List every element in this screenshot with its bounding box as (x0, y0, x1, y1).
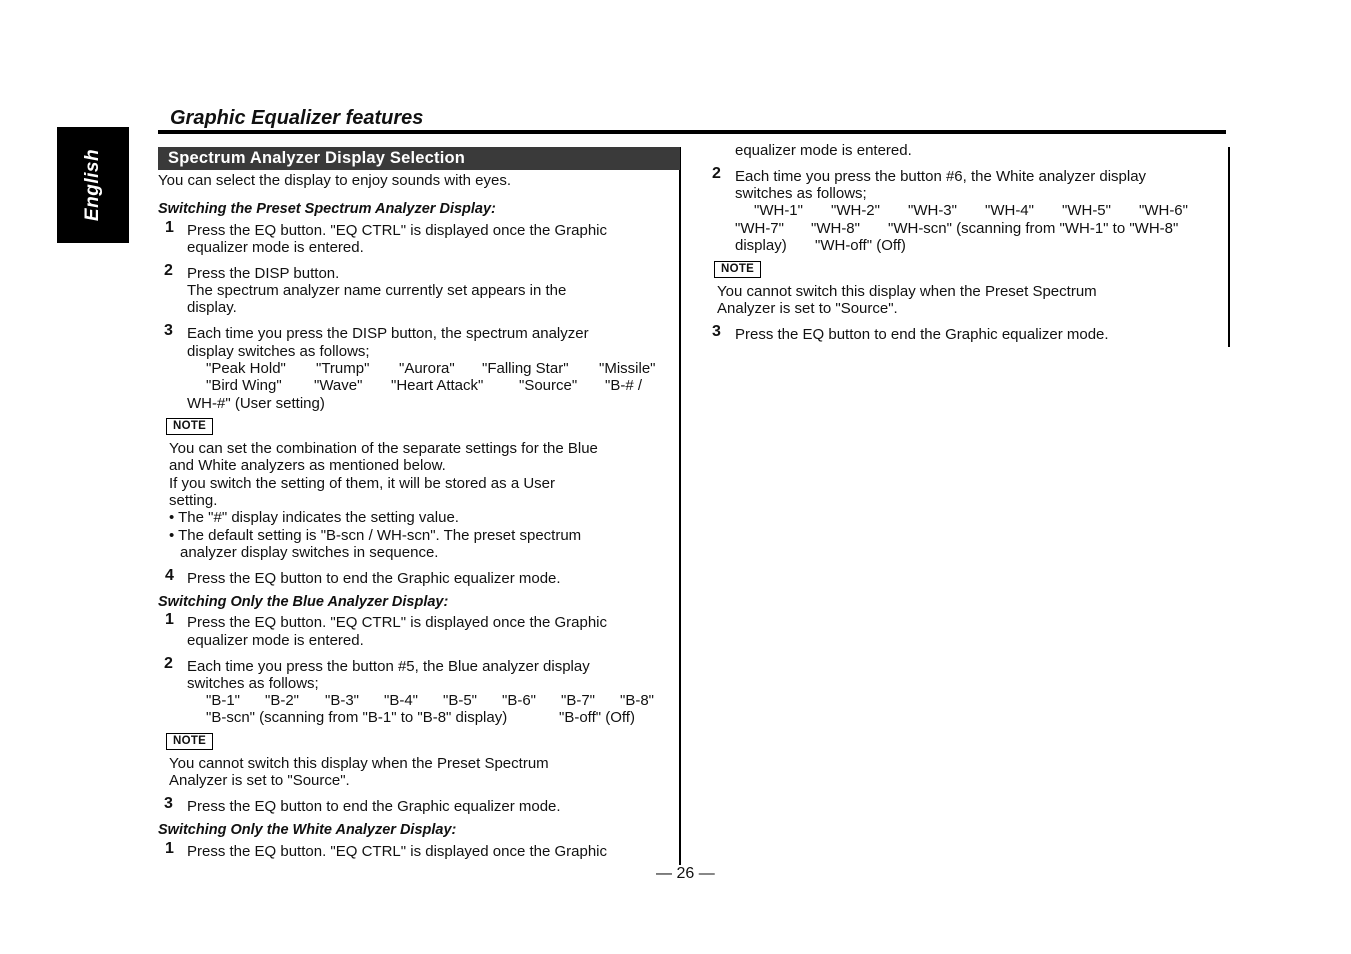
preset-seq-item: "Falling Star" (482, 360, 569, 377)
preset-seq-item: "Source" (519, 377, 578, 394)
preset-note-bullet: • The default setting is "B-scn / WH-scn". The preset spectrum (169, 527, 582, 544)
blue-seq-item: "B-3" (325, 692, 359, 709)
preset-seq-item: "Heart Attack" (391, 377, 484, 394)
preset-step4-line1: Press the EQ button to end the Graphic equalizer mode. (187, 570, 561, 587)
page-title: Graphic Equalizer features (170, 107, 424, 129)
blue-step3-number: 3 (164, 795, 173, 812)
preset-seq-item: "Bird Wing" (206, 377, 282, 394)
preset-seq-item: "B-# / (605, 377, 643, 394)
white-seq-item: "WH-8" (811, 220, 860, 237)
white-seq-scan-cont: display) (735, 237, 787, 254)
blue-seq-item: "B-8" (620, 692, 654, 709)
white-seq-item: "WH-6" (1139, 202, 1188, 219)
white-seq-item: "WH-7" (735, 220, 784, 237)
blue-step2-number: 2 (164, 655, 173, 672)
preset-seq-item: "Peak Hold" (206, 360, 286, 377)
white-seq-item: "WH-4" (985, 202, 1034, 219)
section-heading-bar (158, 147, 680, 170)
white-step3-line1: Press the EQ button to end the Graphic equalizer mode. (735, 326, 1109, 343)
white-seq-scan: "WH-scn" (scanning from "WH-1" to "WH-8" (888, 220, 1179, 237)
language-tab-label: English (82, 148, 103, 222)
right-column-rule (1228, 147, 1230, 347)
blue-step3-line1: Press the EQ button to end the Graphic equalizer mode. (187, 798, 561, 815)
white-note-line: You cannot switch this display when the Preset Spectrum (717, 283, 1097, 300)
preset-step2-line3: display. (187, 299, 237, 316)
preset-note-bullet-cont: analyzer display switches in sequence. (180, 544, 439, 561)
blue-note-line: Analyzer is set to "Source". (169, 772, 350, 789)
preset-step2-number: 2 (164, 262, 173, 279)
white-seq-item: "WH-5" (1062, 202, 1111, 219)
note-label: NOTE (166, 733, 213, 750)
blue-step1-number: 1 (165, 611, 174, 628)
preset-note-bullet: • The "#" display indicates the setting value. (169, 509, 459, 526)
preset-step3-line1: Each time you press the DISP button, the spectrum analyzer (187, 325, 589, 342)
blue-seq-off: "B-off" (Off) (559, 709, 635, 726)
note-label: NOTE (714, 261, 761, 278)
preset-heading: Switching the Preset Spectrum Analyzer Display: (158, 201, 496, 217)
preset-step1-line2: equalizer mode is entered. (187, 239, 364, 256)
preset-step2-line1: Press the DISP button. (187, 265, 340, 282)
blue-seq-item: "B-4" (384, 692, 418, 709)
preset-step3-line2: display switches as follows; (187, 343, 370, 360)
blue-seq-item: "B-2" (265, 692, 299, 709)
blue-seq-item: "B-7" (561, 692, 595, 709)
white-seq-item: "WH-3" (908, 202, 957, 219)
white-seq-item: "WH-1" (754, 202, 803, 219)
white-heading: Switching Only the White Analyzer Display: (158, 822, 457, 838)
preset-seq-item: "Wave" (314, 377, 363, 394)
white-step2-line1: Each time you press the button #6, the White analyzer display (735, 168, 1147, 185)
language-tab (57, 127, 129, 243)
white-step1-line1: Press the EQ button. "EQ CTRL" is displayed once the Graphic (187, 843, 608, 860)
white-step3-number: 3 (712, 323, 721, 340)
preset-note-line: and White analyzers as mentioned below. (169, 457, 446, 474)
preset-step2-line2: The spectrum analyzer name currently set appears in the (187, 282, 567, 299)
blue-step2-line2: switches as follows; (187, 675, 319, 692)
section-title: Spectrum Analyzer Display Selection (168, 149, 466, 167)
title-rule (158, 130, 1226, 134)
blue-step1-line1: Press the EQ button. "EQ CTRL" is displayed once the Graphic (187, 614, 608, 631)
white-note-line: Analyzer is set to "Source". (717, 300, 898, 317)
preset-seq-item: "Trump" (316, 360, 370, 377)
preset-step3-number: 3 (164, 322, 173, 339)
white-seq-off: "WH-off" (Off) (815, 237, 906, 254)
column-divider (679, 147, 681, 865)
page-number: — 26 — (656, 865, 715, 882)
preset-step1-line1: Press the EQ button. "EQ CTRL" is displayed once the Graphic (187, 222, 608, 239)
preset-step1-number: 1 (165, 219, 174, 236)
white-step1-number: 1 (165, 840, 174, 857)
blue-heading: Switching Only the Blue Analyzer Display: (158, 594, 449, 610)
white-step1-line2: equalizer mode is entered. (735, 142, 912, 159)
preset-step4-number: 4 (165, 567, 174, 584)
white-step2-line2: switches as follows; (735, 185, 867, 202)
blue-step1-line2: equalizer mode is entered. (187, 632, 364, 649)
blue-seq-item: "B-5" (443, 692, 477, 709)
preset-note-line: You can set the combination of the separate settings for the Blue (169, 440, 598, 457)
intro-text: You can select the display to enjoy sounds with eyes. (158, 172, 511, 189)
preset-note-line: If you switch the setting of them, it will be stored as a User (169, 475, 556, 492)
blue-seq-item: "B-6" (502, 692, 536, 709)
preset-seq-item: "Missile" (599, 360, 656, 377)
preset-seq-item: "Aurora" (399, 360, 455, 377)
blue-seq-scan: "B-scn" (scanning from "B-1" to "B-8" display) (206, 709, 508, 726)
blue-step2-line1: Each time you press the button #5, the Blue analyzer display (187, 658, 590, 675)
blue-seq-item: "B-1" (206, 692, 240, 709)
note-label: NOTE (166, 418, 213, 435)
white-step2-number: 2 (712, 165, 721, 182)
blue-note-line: You cannot switch this display when the Preset Spectrum (169, 755, 549, 772)
preset-seq-tail: WH-#" (User setting) (187, 395, 325, 412)
preset-note-line: setting. (169, 492, 218, 509)
white-seq-item: "WH-2" (831, 202, 880, 219)
